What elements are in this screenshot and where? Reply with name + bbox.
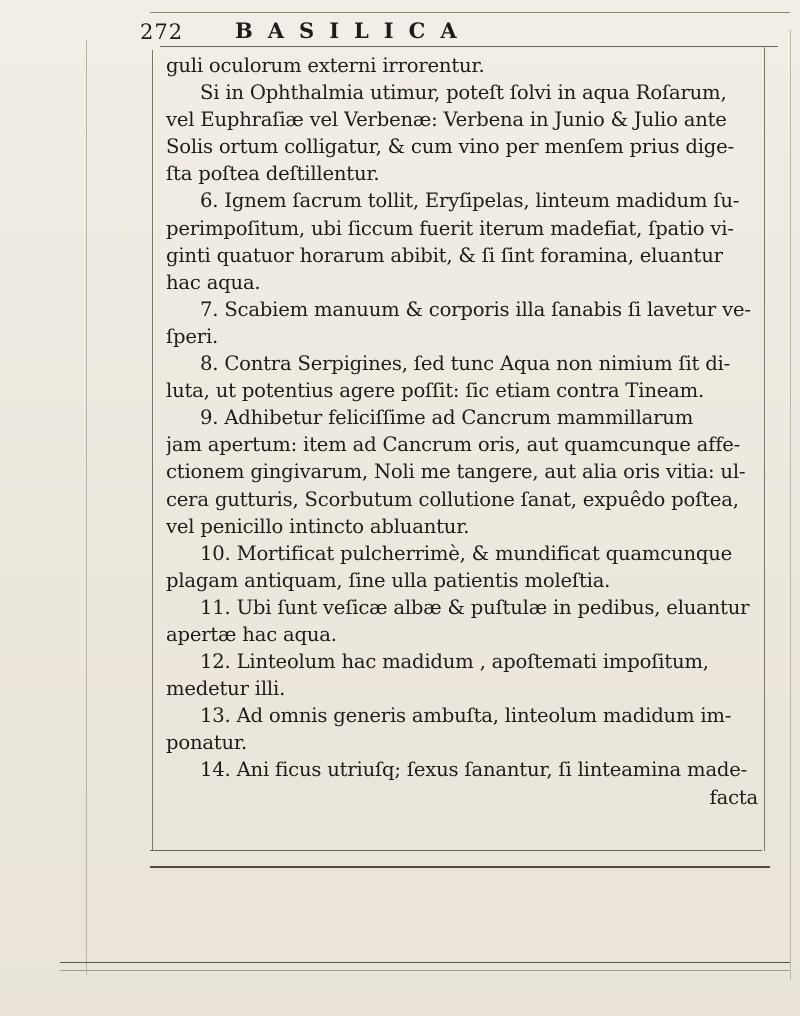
catchword: facta bbox=[709, 785, 758, 809]
text-line: ginti quatuor horarum abibit, & ſi ſint foramina, eluantur bbox=[166, 243, 723, 267]
gutter-line bbox=[86, 40, 87, 975]
text-line: guli oculorum externi irrorentur. bbox=[166, 54, 485, 77]
page-header bbox=[140, 18, 770, 48]
text-line: hac aqua. bbox=[166, 270, 261, 294]
text-line: apertæ hac aqua. bbox=[166, 622, 337, 646]
text-line: 8. Contra Serpigines, ſed tunc Aqua non nimium ſit di- bbox=[200, 352, 731, 376]
text-line: 14. Ani ficus utriuſq; ſexus ſanantur, ſi linteamina made- bbox=[200, 758, 748, 782]
text-line: luta, ut potentius agere poſſit: ſic etiam contra Tineam. bbox=[166, 379, 705, 403]
text-line: ponatur. bbox=[166, 731, 247, 755]
text-line: ſta poſtea deſtillentur. bbox=[166, 162, 380, 186]
text-line: Si in Ophthalmia utimur, poteſt ſolvi in aqua Roſarum, bbox=[200, 81, 727, 105]
text-line: vel penicillo intincto abluantur. bbox=[166, 514, 470, 538]
frame-left-rule bbox=[152, 50, 153, 850]
text-line: 7. Scabiem manuum & corporis illa ſanabis ſi lavetur ve- bbox=[200, 297, 751, 321]
page-number: 272 bbox=[140, 20, 184, 44]
running-head: BASILICA bbox=[235, 18, 472, 43]
text-line: 11. Ubi ſunt veſicæ albæ & puſtulæ in pedibus, eluantur bbox=[200, 595, 750, 619]
text-line: 10. Mortificat pulcherrimè, & mundificat quamcunque bbox=[200, 541, 733, 565]
text-line: perimpoſitum, ubi ſiccum fuerit iterum madefiat, ſpatio vi- bbox=[166, 216, 734, 240]
text-line: Solis ortum colligatur, & cum vino per menſem prius dige- bbox=[166, 135, 734, 159]
text-line: 6. Ignem ſacrum tollit, Eryſipelas, linteum madidum ſu- bbox=[200, 189, 740, 213]
edge-line bbox=[790, 30, 791, 980]
text-line: vel Euphraſiæ vel Verbenæ: Verbena in Junio & Julio ante bbox=[166, 108, 727, 132]
outer-bottom-rule-faint bbox=[60, 970, 790, 971]
text-line: plagam antiquam, ſine ulla patientis moleſtia. bbox=[166, 568, 611, 592]
top-rule bbox=[150, 12, 790, 13]
header-rule bbox=[160, 46, 778, 47]
text-line: ctionem gingivarum, Noli me tangere, aut alia oris vitia: ul- bbox=[166, 460, 746, 484]
outer-bottom-rule bbox=[60, 962, 790, 963]
text-line: 12. Linteolum hac madidum , apoſtemati impoſitum, bbox=[200, 650, 709, 674]
text-line: ſperi. bbox=[166, 324, 219, 348]
bottom-rule bbox=[150, 850, 762, 851]
bottom-rule-thick bbox=[150, 866, 770, 868]
text-line: 9. Adhibetur feliciſſime ad Cancrum mammillarum bbox=[200, 406, 694, 430]
text-line: cera gutturis, Scorbutum collutione ſanat, expuêdo poſtea, bbox=[166, 487, 739, 511]
text-line: 13. Ad omnis generis ambuſta, linteolum madidum im- bbox=[200, 704, 732, 728]
text-line: jam apertum: item ad Cancrum oris, aut quamcunque affe- bbox=[166, 433, 741, 457]
body-text bbox=[166, 52, 766, 811]
text-line: medetur illi. bbox=[166, 677, 286, 701]
